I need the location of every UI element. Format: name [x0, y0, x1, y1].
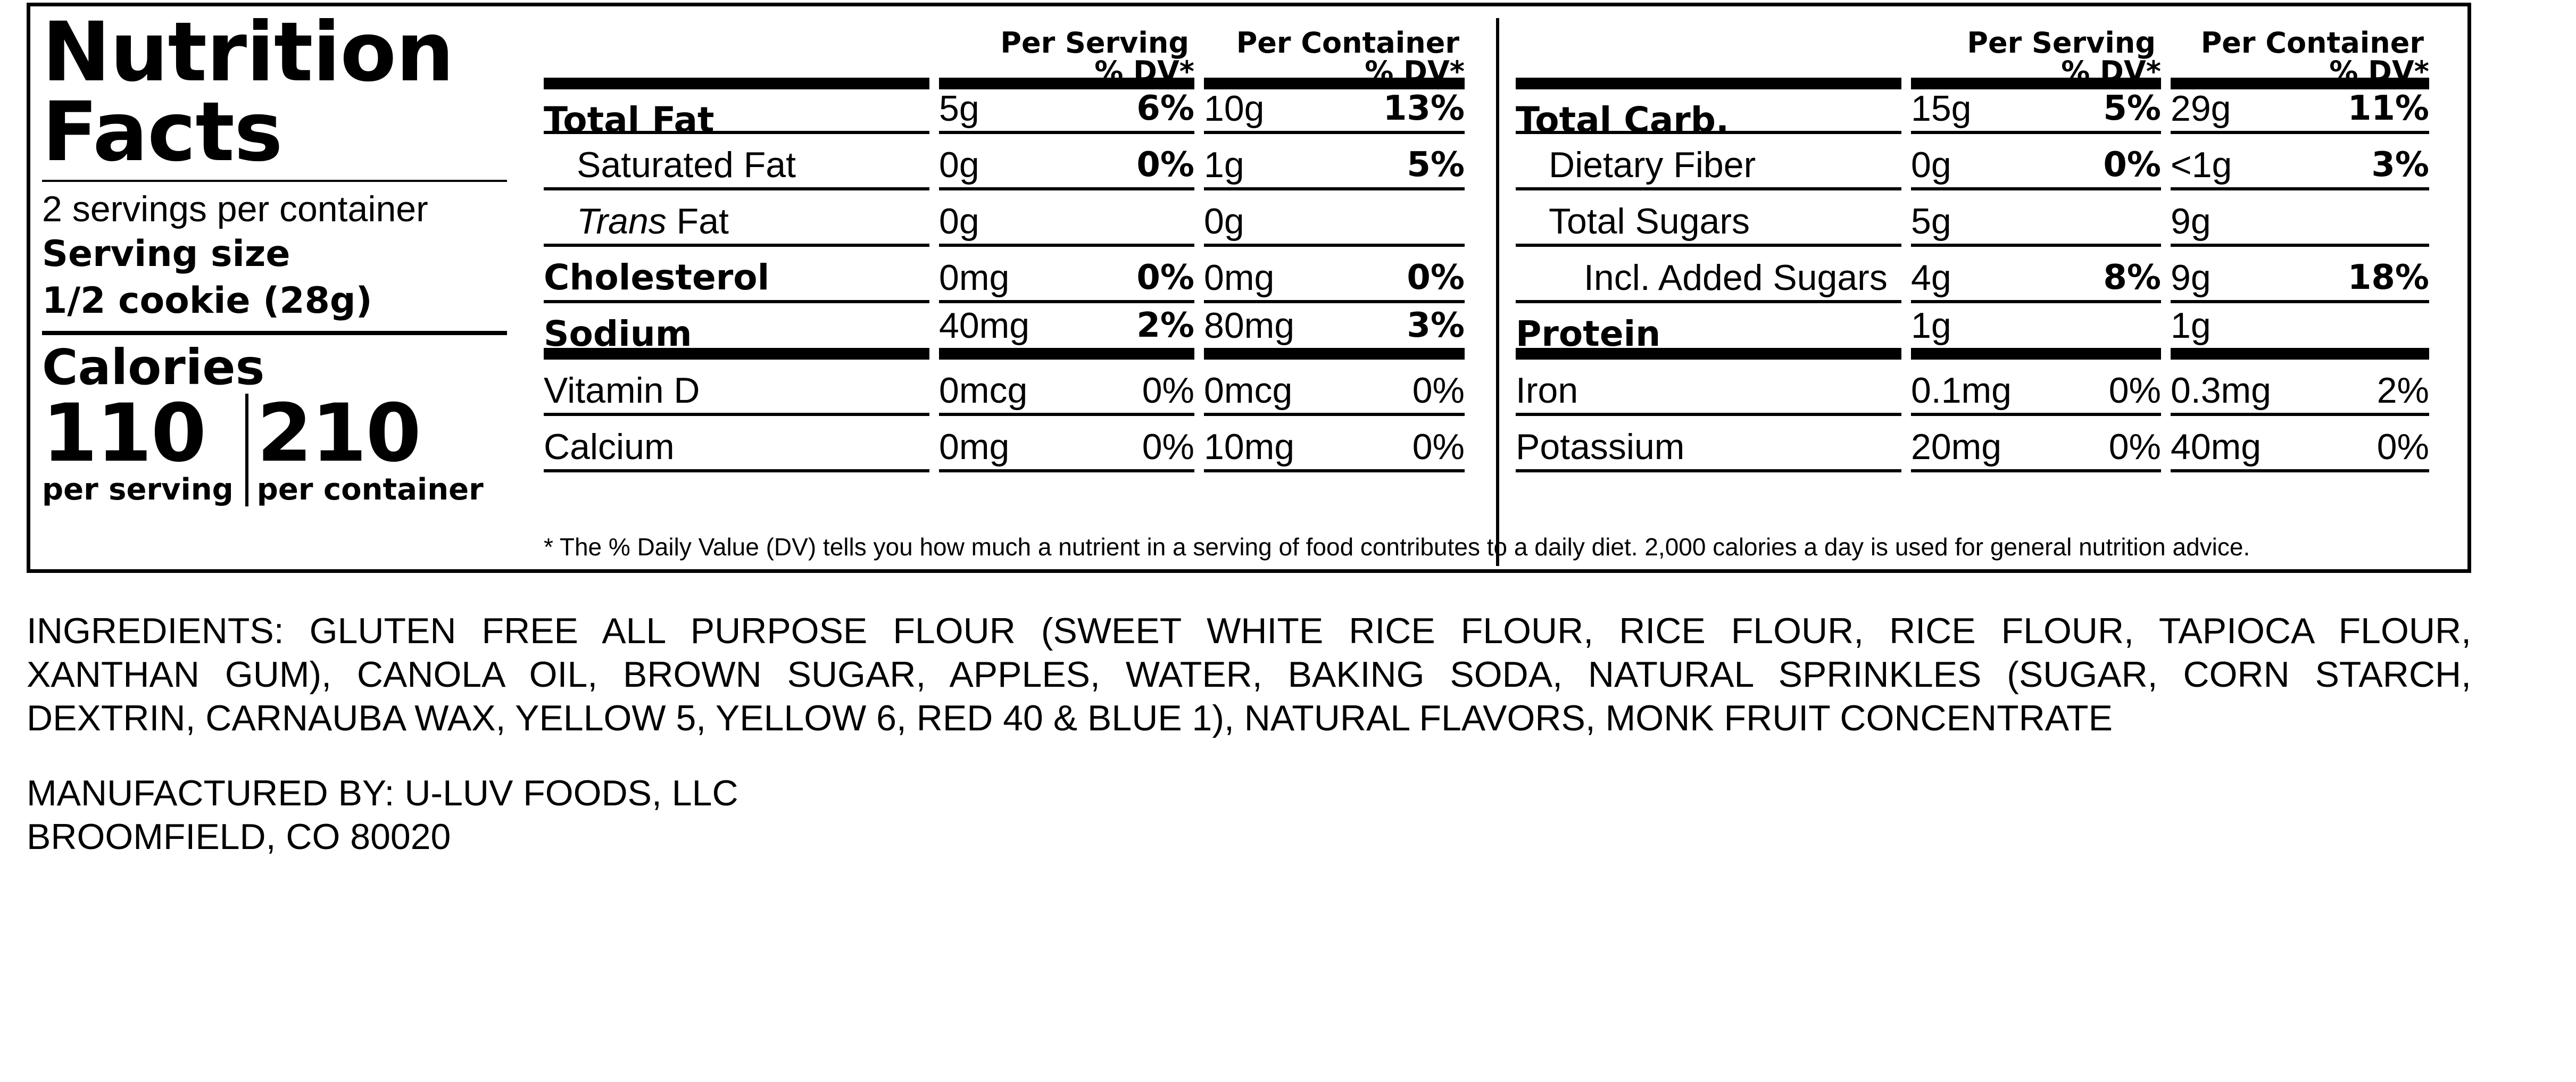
nutrient-per-container-cell [2171, 416, 2429, 472]
nutrient-per-container-amount: 0mg [1204, 257, 1275, 298]
nutrient-name [1516, 190, 1901, 243]
nutrient-per-container-amount: 9g [2171, 257, 2211, 298]
nutrient-name [544, 190, 929, 243]
nutrient-per-container-cell [1204, 416, 1465, 472]
nutrient-per-serving-dv: 0% [2108, 427, 2161, 467]
nutrient-per-serving-amount: 20mg [1911, 427, 2002, 467]
nutrient-per-container-cell [1204, 360, 1465, 416]
nutrient-per-container-cell [1204, 190, 1465, 247]
nutrient-per-serving-dv: 8% [2103, 258, 2161, 297]
nutrient-name-cell [1516, 416, 1901, 472]
nutrient-per-serving-dv: 0% [1142, 427, 1194, 467]
nutrient-row [1516, 190, 2460, 247]
header-per-serving [939, 18, 1194, 86]
ingredients-line: XANTHAN GUM), CANOLA OIL, BROWN SUGAR, APPLES, WATER, BAKING SODA, NATURAL SPRINKLES (SUGAR, CORN STARCH, [27, 654, 2471, 695]
nutrient-per-container-cell [2171, 360, 2429, 416]
header-per-container [1204, 18, 1465, 86]
calories-per-serving-label: per serving [42, 472, 234, 507]
manufacturer-info [27, 771, 738, 859]
title-line-1: Nutrition [42, 5, 454, 100]
nutrient-per-container-amount: 9g [2171, 201, 2211, 242]
nutrient-name [544, 303, 929, 355]
nutrient-name [544, 360, 929, 412]
nutrient-per-serving-amount: 0mg [939, 257, 1010, 298]
nutrient-per-serving-cell [939, 360, 1194, 416]
nutrient-name [544, 247, 929, 299]
nutrient-per-container-amount: 0g [1204, 201, 1244, 242]
nutrient-per-container-cell [2171, 247, 2429, 303]
nutrient-per-container-amount: 10mg [1204, 427, 1295, 467]
nutrient-per-serving-dv: 0% [1136, 258, 1194, 297]
nutrient-per-container-dv: 3% [2371, 145, 2429, 185]
header-per-serving-dv: % DV* [2061, 55, 2161, 88]
nutrient-name [544, 416, 929, 468]
nutrient-per-serving-cell [1911, 303, 2161, 360]
calories-per-container: 210 [256, 387, 420, 480]
nutrient-per-container-dv: 18% [2347, 258, 2429, 297]
serving-size-value: 1/2 cookie (28g) [42, 280, 372, 322]
calories-per-container-label: per container [256, 472, 484, 507]
nutrient-per-serving-amount: 40mg [939, 305, 1030, 346]
servings-per-container: 2 servings per container [42, 189, 428, 229]
nutrient-name-text: Total Sugars [1549, 201, 1750, 242]
nutrient-per-container-cell [2171, 190, 2429, 247]
nutrient-per-serving-amount: 0mg [939, 427, 1010, 467]
nutrient-per-serving-dv: 0% [2108, 370, 2161, 411]
nutrient-per-container-dv: 0% [2376, 427, 2429, 467]
nutrient-name-text: Calcium [544, 427, 675, 467]
nutrient-row [544, 190, 1508, 247]
nutrient-name [544, 134, 929, 186]
nutrient-name-cell [544, 247, 929, 303]
nutrient-per-container-amount: <1g [2171, 145, 2232, 185]
nutrient-row [544, 78, 1508, 140]
nutrient-name [1516, 247, 1901, 299]
header-per-container [2171, 18, 2429, 86]
nutrient-per-serving-dv: 0% [1136, 145, 1194, 185]
nutrient-name-text: Fat [666, 201, 729, 242]
manufacturer-name: MANUFACTURED BY: U-LUV FOODS, LLC [27, 773, 738, 813]
nutrient-per-serving-amount: 0.1mg [1911, 370, 2012, 411]
nutrient-per-serving-cell [939, 247, 1194, 303]
nutrient-per-container-amount: 0mcg [1204, 370, 1293, 411]
nutrient-per-serving-amount: 0mcg [939, 370, 1028, 411]
nutrient-name [1516, 134, 1901, 186]
nutrient-per-container-dv: 11% [2347, 89, 2429, 128]
table-header [544, 18, 1508, 88]
nutrient-per-container-dv: 2% [2376, 370, 2429, 411]
nutrient-table-right [1516, 18, 2460, 472]
nutrient-name-cell [544, 78, 929, 140]
header-per-container-title: Per Container [1236, 26, 1459, 60]
nutrient-per-container-cell [1204, 78, 1465, 134]
nutrient-per-serving-amount: 0g [939, 201, 979, 242]
nutrient-name-text: Protein [1516, 313, 1661, 354]
nutrient-name-cell [544, 360, 929, 416]
nutrient-name-cell [1516, 247, 1901, 303]
nutrient-per-container-dv: 0% [1412, 427, 1465, 467]
header-per-serving [1911, 18, 2161, 86]
header-per-serving-title: Per Serving [1000, 26, 1189, 60]
nutrient-per-container-amount: 10g [1204, 88, 1265, 129]
title-line-2: Facts [42, 85, 282, 180]
column-divider [1496, 18, 1499, 566]
nutrient-name-text: Total Fat [544, 99, 714, 140]
nutrient-name-cell [1516, 303, 1901, 360]
nutrient-per-serving-cell [939, 134, 1194, 190]
label-title [42, 5, 507, 180]
nutrient-per-container-dv: 0% [1412, 370, 1465, 411]
nutrient-per-container-cell [2171, 303, 2429, 360]
nutrient-per-serving-dv: 6% [1136, 89, 1194, 128]
ingredients-statement [27, 609, 2471, 740]
nutrient-name-cell [1516, 360, 1901, 416]
header-per-container-title: Per Container [2200, 26, 2424, 60]
daily-value-footnote: * The % Daily Value (DV) tells you how much a nutrient in a serving of food contributes to a daily diet. 2,000 calories a day is used for general nutrition advice. [544, 533, 2250, 561]
header-per-serving-title: Per Serving [1967, 26, 2156, 60]
nutrient-per-container-amount: 80mg [1204, 305, 1295, 346]
nutrient-per-serving-dv: 0% [2103, 145, 2161, 185]
nutrient-per-serving-cell [1911, 78, 2161, 134]
nutrient-name-italic: Trans [577, 201, 667, 242]
nutrient-row [544, 247, 1508, 303]
header-per-container-dv: % DV* [1365, 55, 1465, 88]
nutrient-per-serving-cell [1911, 360, 2161, 416]
nutrient-per-serving-dv: 5% [2103, 89, 2161, 128]
nutrient-row [1516, 247, 2460, 303]
calories-per-serving-group [42, 387, 234, 507]
nutrient-name-cell [544, 303, 929, 360]
nutrient-row [1516, 360, 2460, 416]
nutrient-name-cell [1516, 134, 1901, 190]
nutrient-per-container-amount: 29g [2171, 88, 2231, 129]
ingredients-line: DEXTRIN, CARNAUBA WAX, YELLOW 5, YELLOW 6, RED 40 & BLUE 1), NATURAL FLAVORS, MONK FRUIT CONCENTRATE [27, 698, 2113, 738]
calories-label: Calories [42, 339, 265, 396]
nutrient-name-cell [544, 190, 929, 247]
nutrient-per-serving-amount: 4g [1911, 257, 1951, 298]
nutrient-per-serving-dv: 2% [1136, 306, 1194, 345]
nutrient-name [1516, 416, 1901, 468]
nutrient-name-cell [544, 134, 929, 190]
nutrient-name-text: Incl. Added Sugars [1584, 257, 1888, 298]
nutrient-per-serving-cell [939, 416, 1194, 472]
calories-per-container-group [245, 387, 484, 507]
nutrient-name [1516, 303, 1901, 355]
nutrient-per-serving-cell [939, 190, 1194, 247]
nutrient-name-text: Iron [1516, 370, 1578, 411]
nutrient-per-container-cell [2171, 134, 2429, 190]
calories-values [42, 387, 507, 507]
manufacturer-address: BROOMFIELD, CO 80020 [27, 817, 451, 857]
nutrient-name-text: Potassium [1516, 427, 1685, 467]
nutrient-per-container-dv: 3% [1407, 306, 1465, 345]
divider [42, 180, 507, 182]
nutrient-per-container-cell [2171, 78, 2429, 134]
nutrient-per-container-amount: 0.3mg [2171, 370, 2271, 411]
nutrient-name [1516, 360, 1901, 412]
nutrient-name-text: Cholesterol [544, 257, 770, 298]
divider [42, 331, 507, 335]
nutrient-row [1516, 78, 2460, 140]
nutrient-per-container-amount: 1g [1204, 145, 1244, 185]
header-per-serving-dv: % DV* [1094, 55, 1194, 88]
nutrient-per-container-cell [1204, 247, 1465, 303]
nutrient-per-container-amount: 40mg [2171, 427, 2262, 467]
nutrient-per-serving-cell [1911, 247, 2161, 303]
nutrient-row [544, 416, 1508, 472]
nutrient-per-serving-amount: 0g [939, 145, 979, 185]
nutrient-name-text: Saturated Fat [577, 145, 796, 185]
serving-size-label: Serving size [42, 233, 290, 275]
nutrient-per-serving-cell [1911, 134, 2161, 190]
nutrient-name-cell [1516, 190, 1901, 247]
table-header [1516, 18, 2460, 88]
nutrient-per-serving-cell [1911, 190, 2161, 247]
nutrition-facts-label [27, 3, 2471, 573]
label-summary [42, 5, 507, 507]
nutrient-row [544, 360, 1508, 416]
nutrient-per-serving-amount: 15g [1911, 88, 1972, 129]
nutrient-row [544, 303, 1508, 360]
nutrient-per-serving-amount: 0g [1911, 145, 1951, 185]
nutrient-per-container-cell [1204, 134, 1465, 190]
nutrient-row [1516, 134, 2460, 190]
header-per-container-dv: % DV* [2329, 55, 2429, 88]
nutrient-per-serving-cell [1911, 416, 2161, 472]
nutrient-per-container-amount: 1g [2171, 305, 2211, 346]
nutrient-per-container-dv: 5% [1407, 145, 1465, 185]
nutrient-row [1516, 416, 2460, 472]
ingredients-line: INGREDIENTS: GLUTEN FREE ALL PURPOSE FLOUR (SWEET WHITE RICE FLOUR, RICE FLOUR, RICE FLOUR, TAPIOCA FLOUR, [27, 611, 2471, 651]
nutrient-per-serving-amount: 5g [1911, 201, 1951, 242]
nutrient-name-text: Sodium [544, 313, 692, 354]
nutrient-name-cell [544, 416, 929, 472]
nutrient-name-cell [1516, 78, 1901, 140]
nutrient-name-text: Total Carb. [1516, 99, 1730, 140]
nutrient-per-serving-amount: 1g [1911, 305, 1951, 346]
nutrient-row [1516, 303, 2460, 360]
nutrient-per-serving-amount: 5g [939, 88, 979, 129]
nutrient-per-serving-cell [939, 303, 1194, 360]
nutrient-per-serving-cell [939, 78, 1194, 134]
nutrient-name-text: Vitamin D [544, 370, 700, 411]
calories-per-serving: 110 [42, 387, 206, 480]
nutrient-row [544, 134, 1508, 190]
nutrient-per-container-dv: 13% [1383, 89, 1465, 128]
nutrient-per-container-dv: 0% [1407, 258, 1465, 297]
nutrient-name-text: Dietary Fiber [1549, 145, 1756, 185]
nutrient-per-container-cell [1204, 303, 1465, 360]
nutrient-table-left [544, 18, 1508, 472]
nutrient-per-serving-dv: 0% [1142, 370, 1194, 411]
